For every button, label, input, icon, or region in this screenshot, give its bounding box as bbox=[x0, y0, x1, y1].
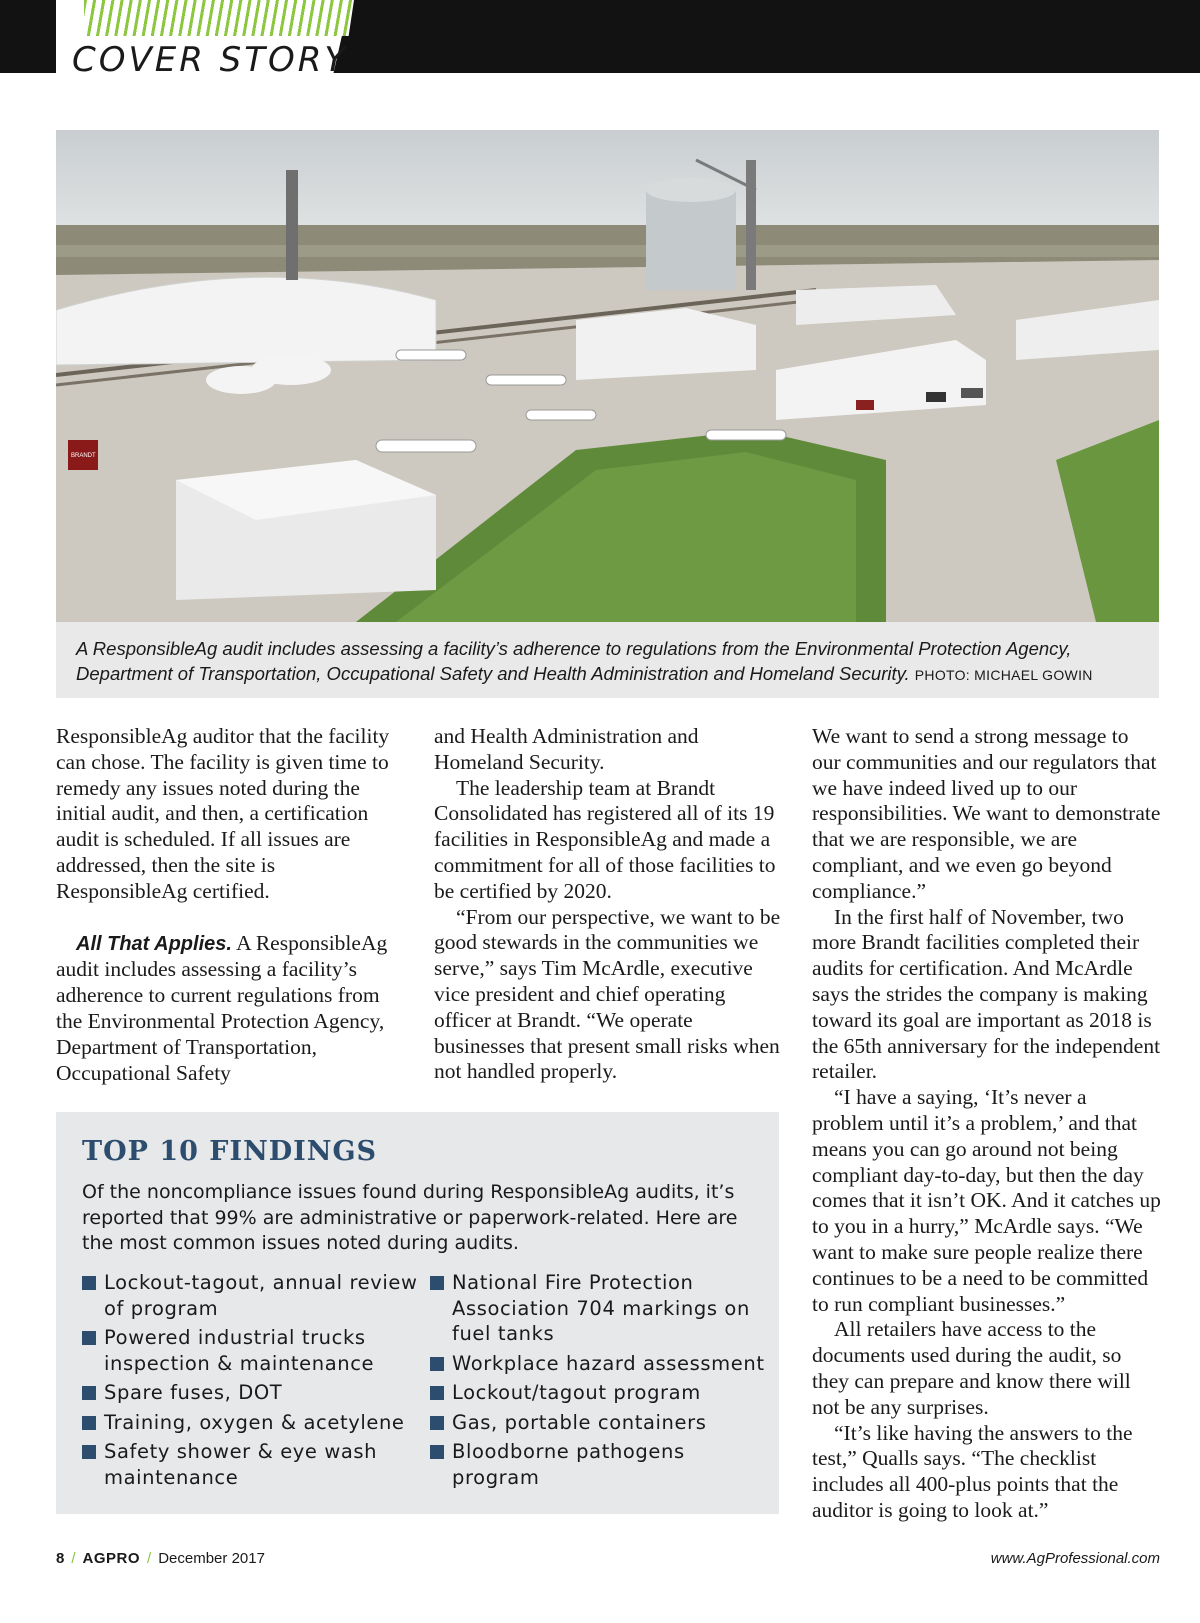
paragraph: “I have a saying, ‘It’s never a problem until it’s a problem,’ and that means you can go around not being compliant day-to-day, but then the day comes that it isn’t OK. And it catches up to you in a hurry,” McArdle says. “We want to make sure people realize there continues to be a need to be committed to run compliant businesses.” bbox=[812, 1085, 1161, 1316]
paragraph: The leadership team at Brandt Consolidated has registered all of its 19 facilities in ResponsibleAg and made a commitment for all of those facilities to be certified by 2020. bbox=[434, 775, 776, 903]
section-label: COVER STORY bbox=[72, 40, 349, 80]
finding-item: Lockout-tagout, annual review of program bbox=[82, 1270, 422, 1321]
square-bullet-icon bbox=[430, 1276, 444, 1290]
website-url: www.AgProfessional.com bbox=[990, 1550, 1160, 1567]
paragraph-text: A ResponsibleAg audit includes assessing a facility’s adherence to current regulations from the Environmental Protection Agency, Department of Transportation, Occupational Safety bbox=[56, 930, 388, 1085]
paragraph: and Health Administration and Homeland Security. bbox=[434, 724, 699, 774]
square-bullet-icon bbox=[430, 1416, 444, 1430]
paragraph: We want to send a strong message to our communities and our regulators that we have indeed lived up to our responsibilities. We want to demonstrate that we are responsible, we are compliant, and we even go beyond compliance.” bbox=[812, 724, 1161, 903]
square-bullet-icon bbox=[82, 1386, 96, 1400]
square-bullet-icon bbox=[82, 1276, 96, 1290]
finding-item: Spare fuses, DOT bbox=[82, 1380, 422, 1406]
finding-item: Training, oxygen & acetylene bbox=[82, 1410, 422, 1436]
footer-separator: / bbox=[147, 1550, 152, 1567]
paragraph: In the first half of November, two more Brandt facilities completed their audits for certification. And McArdle says the strides the company is making toward its goal are important as 2018 is the 65th anniversary for the independent retailer. bbox=[812, 904, 1161, 1084]
article-column-3 bbox=[812, 724, 1162, 1524]
finding-item: Workplace hazard assessment bbox=[430, 1351, 770, 1377]
square-bullet-icon bbox=[430, 1445, 444, 1459]
square-bullet-icon bbox=[82, 1331, 96, 1345]
square-bullet-icon bbox=[82, 1445, 96, 1459]
paragraph: ResponsibleAg auditor that the facility can chose. The facility is given time to remedy any issues noted during the initial audit, and then, a certification audit is scheduled. If all issues are addressed, then the site is ResponsibleAg certified. bbox=[56, 724, 390, 903]
paragraph: All retailers have access to the documents used during the audit, so they can prepare and know there will not be any surprises. bbox=[812, 1317, 1131, 1419]
page-number: 8 bbox=[56, 1550, 65, 1567]
finding-item: Powered industrial trucks inspection & maintenance bbox=[82, 1325, 422, 1376]
footer-separator: / bbox=[71, 1550, 76, 1567]
issue-date: December 2017 bbox=[158, 1550, 265, 1567]
top-findings-sidebar bbox=[56, 1112, 779, 1514]
square-bullet-icon bbox=[430, 1386, 444, 1400]
article-column-2 bbox=[434, 724, 784, 1085]
finding-item: Lockout/tagout program bbox=[430, 1380, 770, 1406]
aerial-facility-photo bbox=[56, 130, 1159, 622]
finding-item: Safety shower & eye wash maintenance bbox=[82, 1439, 422, 1490]
finding-item: Gas, portable containers bbox=[430, 1410, 770, 1436]
paragraph bbox=[56, 931, 406, 1087]
subhead: All That Applies. bbox=[76, 932, 232, 955]
caption-text: A ResponsibleAg audit includes assessing a facility’s adherence to regulations from the Environmental Protection Agency, Department of Transportation, Occupational Safety and Health Administration and Homeland Security. bbox=[76, 638, 1072, 684]
finding-item: National Fire Protection Association 704 markings on fuel tanks bbox=[430, 1270, 770, 1347]
square-bullet-icon bbox=[82, 1416, 96, 1430]
photo-credit: PHOTO: MICHAEL GOWIN bbox=[914, 667, 1093, 683]
paragraph: “It’s like having the answers to the test,” Qualls says. “The checklist includes all 400-plus points that the auditor is going to look at.” bbox=[812, 1420, 1133, 1522]
finding-item: Bloodborne pathogens program bbox=[430, 1439, 770, 1490]
aerial-photo-illustration bbox=[56, 130, 1159, 622]
sidebar-intro: Of the noncompliance issues found during ResponsibleAg audits, it’s reported that 99% are administrative or paperwork-related. Here are the most common issues noted during audits. bbox=[82, 1181, 738, 1254]
findings-list-left bbox=[82, 1270, 422, 1494]
findings-list-right bbox=[430, 1270, 770, 1494]
decorative-stripes bbox=[84, 0, 354, 36]
article-column-1 bbox=[56, 724, 406, 1086]
paragraph: “From our perspective, we want to be good stewards in the communities we serve,” says Tim McArdle, executive vice president and chief operating officer at Brandt. “We operate businesses that present small risks when not handled properly. bbox=[434, 904, 781, 1084]
photo-caption bbox=[56, 622, 1159, 698]
page-footer-left bbox=[56, 1550, 265, 1567]
square-bullet-icon bbox=[430, 1357, 444, 1371]
magazine-name: AGPRO bbox=[82, 1550, 141, 1567]
sign-text: BRANDT bbox=[71, 453, 96, 459]
sidebar-title: TOP 10 FINDINGS bbox=[82, 1136, 378, 1167]
